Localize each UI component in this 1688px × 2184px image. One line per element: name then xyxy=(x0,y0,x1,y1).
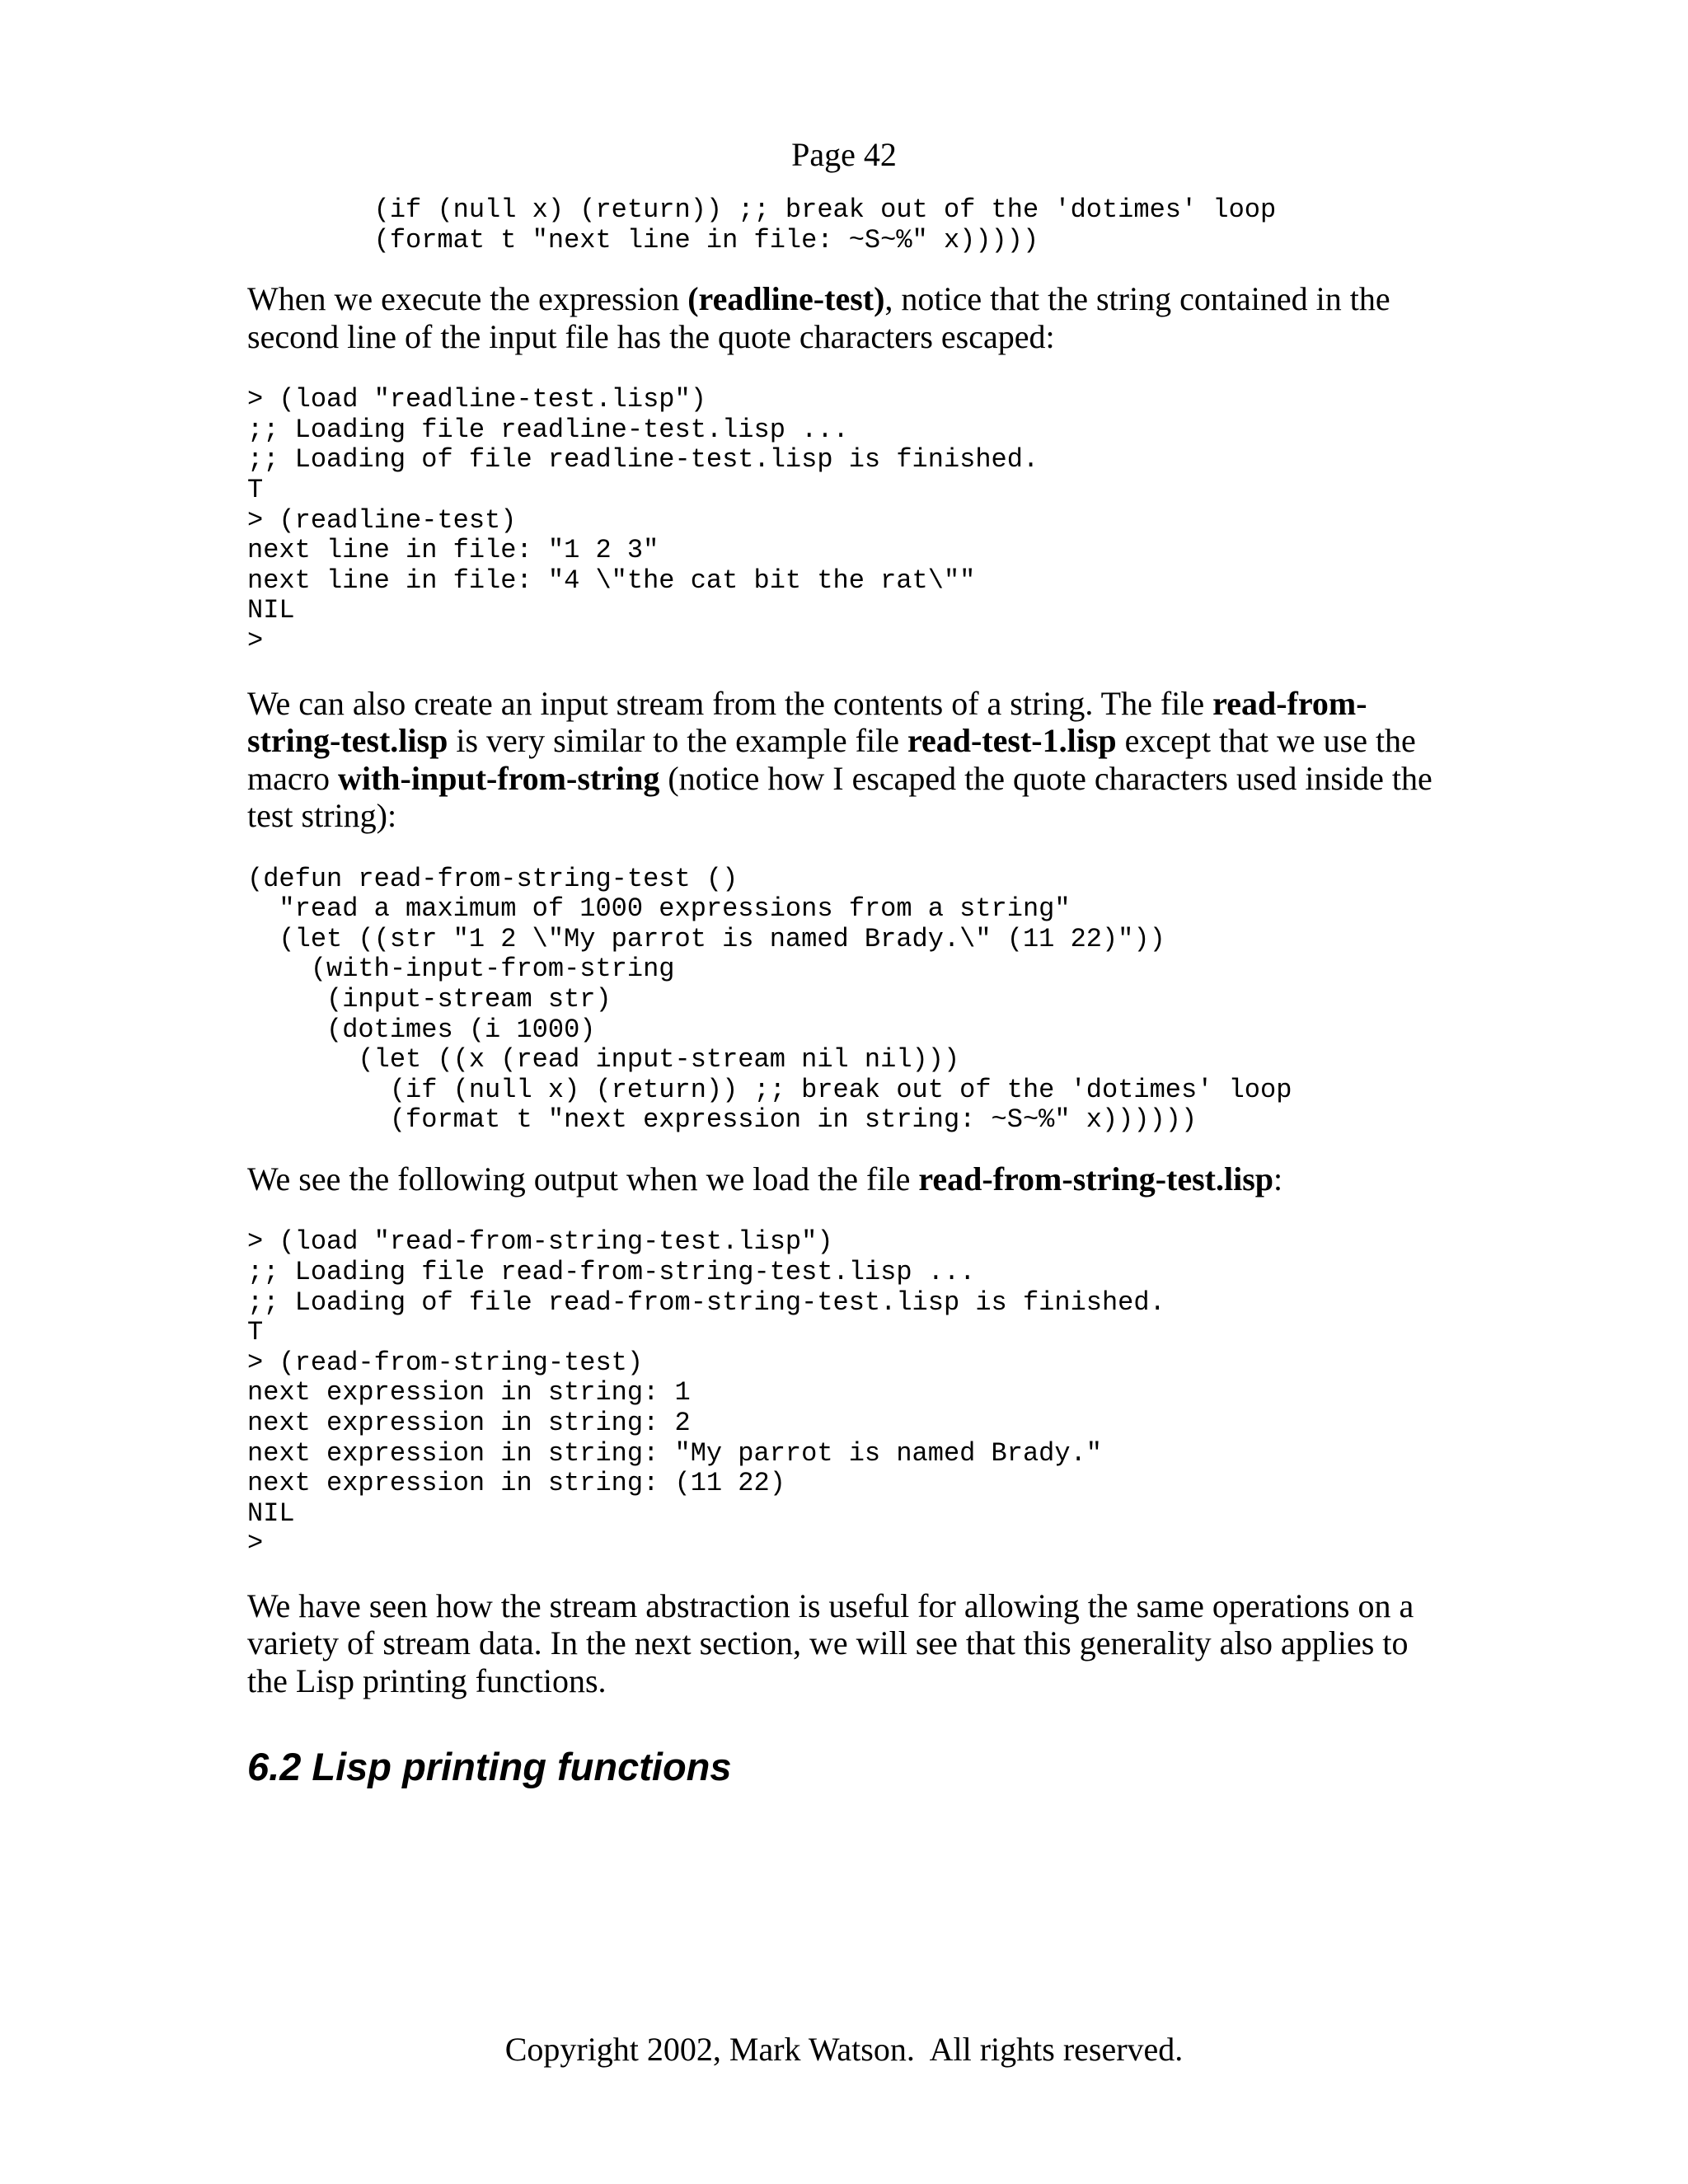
inline-filename-read-from-string-test: read-from-string-test.lisp xyxy=(247,684,1367,760)
paragraph-text: is very similar to the example file xyxy=(448,722,907,760)
page-content xyxy=(247,195,1451,1790)
paragraph-string-stream-intro xyxy=(247,685,1451,835)
code-block-loop-end: (if (null x) (return)) ;; break out of the 'dotimes' loop (format t "next line in file: ~S~%" x))))) xyxy=(373,194,1277,255)
paragraph-readline-intro xyxy=(247,280,1451,355)
code-block-readline-session: > (load "readline-test.lisp") ;; Loading file readline-test.lisp ... ;; Loading of file readline-test.lisp is finished. T > (readline-test) next line in file: "1 2 3" next line in file: "4 \"the cat bit the rat\"" NIL > xyxy=(247,384,1039,656)
copyright-footer: Copyright 2002, Mark Watson. All rights reserved. xyxy=(504,2031,1184,2068)
page-number: Page 42 xyxy=(791,136,897,173)
paragraph-text: , notice that the string contained in the second line of the input file has the quote characters escaped: xyxy=(247,280,1390,355)
paragraph-text: : xyxy=(1273,1160,1283,1197)
inline-filename-read-test-1: read-test-1.lisp xyxy=(907,722,1117,760)
inline-filename-read-from-string-test: read-from-string-test.lisp xyxy=(918,1160,1274,1197)
paragraph-text: (notice how I escaped the quote characters used inside the test string): xyxy=(247,759,1432,835)
code-block-read-from-string-session: > (load "read-from-string-test.lisp") ;; Loading file read-from-string-test.lisp ... ;; Loading of file read-from-string-test.lisp is finished. T > (read-from-string-test) next expression in string: 1 next expression in string: 2 next expression in string: "My parrot is named Brady." next expression in string: (11 22) NIL > xyxy=(247,1226,1165,1559)
paragraph-text: We have seen how the stream abstraction is useful for allowing the same operations on a variety of stream data. In the next section, we will see that this generality also applies to the Lisp printing functions. xyxy=(247,1586,1414,1699)
inline-macro-with-input-from-string: with-input-from-string xyxy=(337,759,660,797)
paragraph-text: When we execute the expression xyxy=(247,280,688,318)
code-block-defun-read-from-string-test: (defun read-from-string-test () "read a maximum of 1000 expressions from a string" (let ((str "1 2 \"My parrot is named Brady.\" (11 22)")) (with-input-from-string (input-stream str) (dotimes (i 1000) (let ((x (read input-stream nil nil))) (if (null x) (return)) ;; break out of the 'dotimes' loop (format t "next expression in string: ~S~%" x)))))) xyxy=(247,863,1292,1136)
paragraph-text: except that we use the macro xyxy=(247,722,1416,797)
paragraph-text: We can also create an input stream from the contents of a string. The file xyxy=(247,684,1213,722)
inline-code-readline-test: (readline-test) xyxy=(687,280,885,318)
paragraph-stream-summary xyxy=(247,1587,1451,1700)
section-heading: 6.2 Lisp printing functions xyxy=(247,1745,732,1789)
paragraph-text: We see the following output when we load the file xyxy=(247,1160,919,1197)
paragraph-output-intro xyxy=(247,1160,1451,1198)
